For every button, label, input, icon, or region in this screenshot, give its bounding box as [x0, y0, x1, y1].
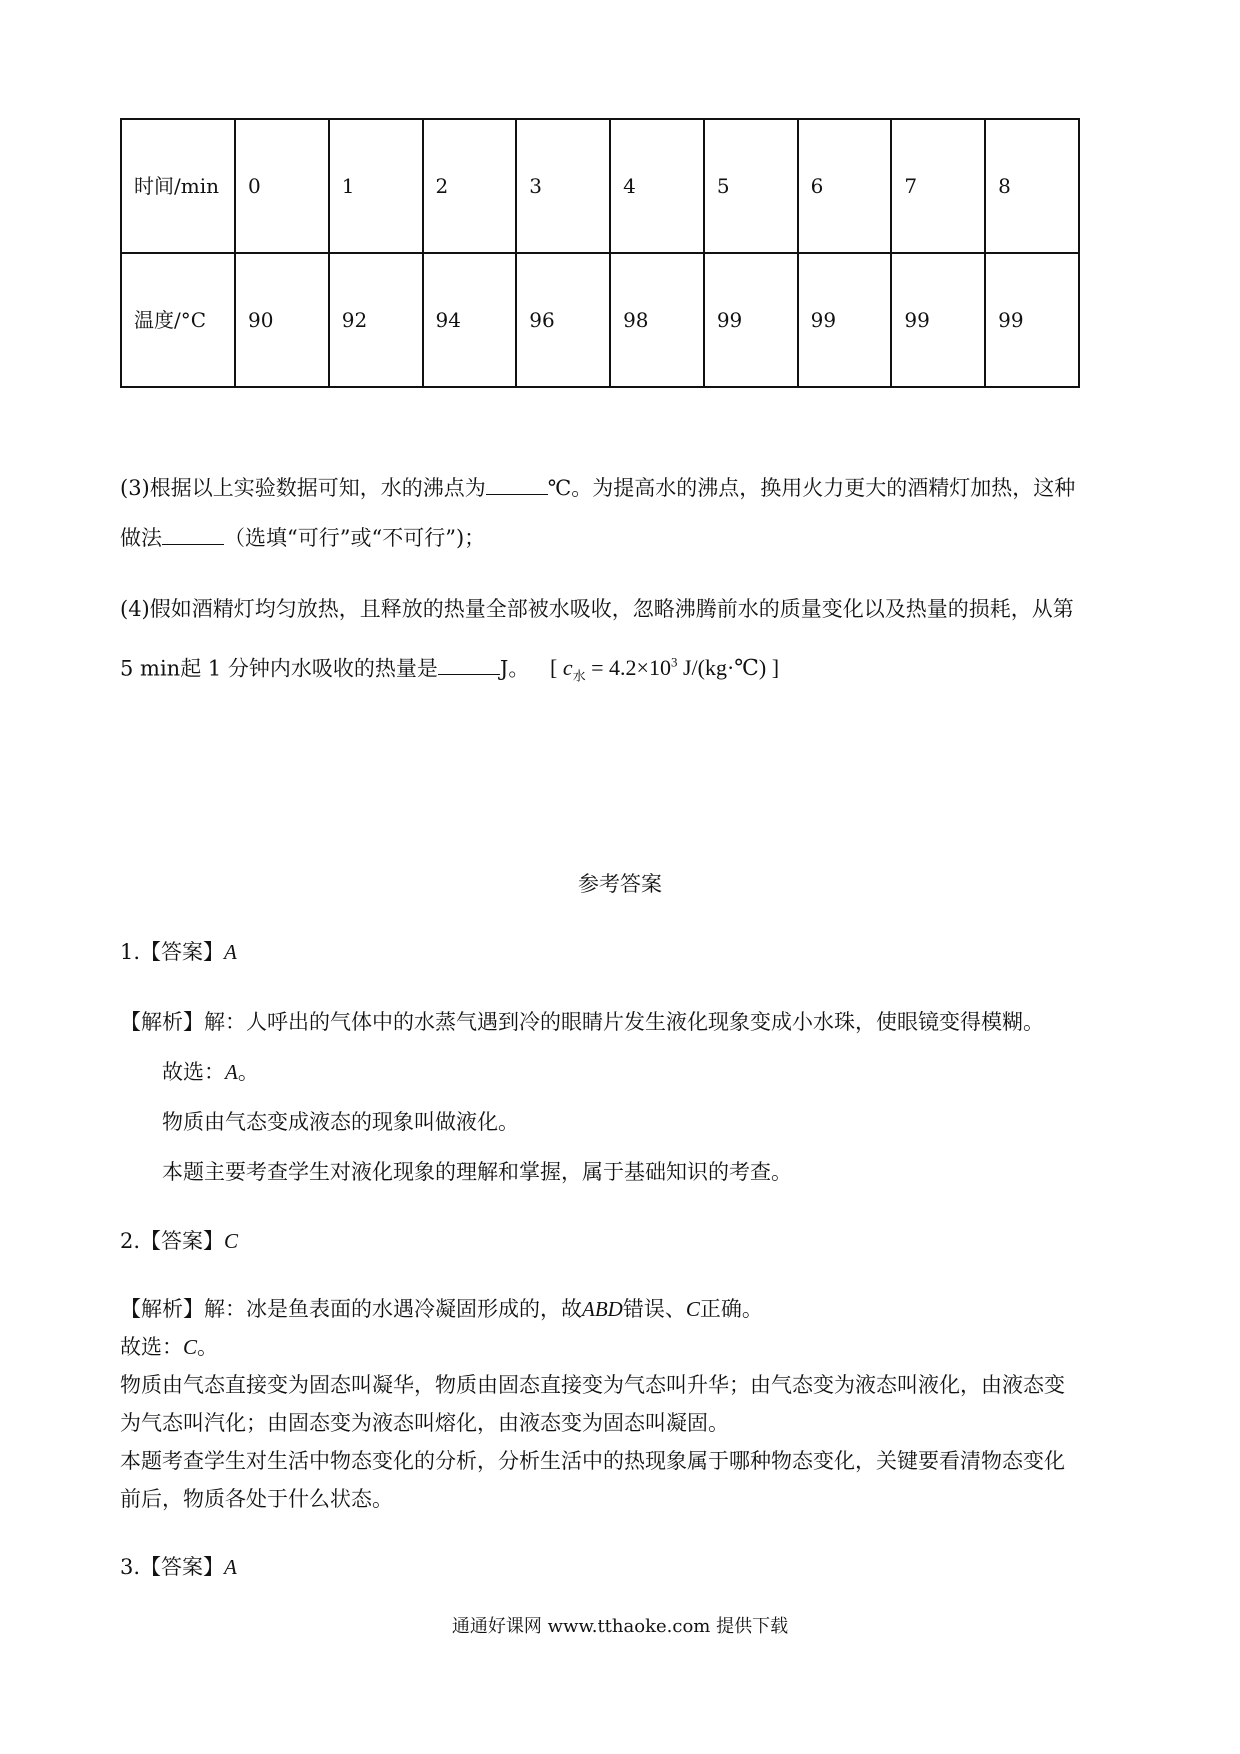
q3-text-b: ℃。为提高水的沸点，换用火力更大的酒精灯加热，这种 — [547, 476, 1076, 500]
answer-2-heading: 2.【答案】C — [120, 1229, 239, 1253]
temperature-table — [120, 118, 1080, 388]
table-cell: 8 — [985, 119, 1079, 253]
table-cell: 98 — [610, 253, 704, 387]
table-cell: 6 — [798, 119, 892, 253]
answer-2-note-3: 本题考查学生对生活中物态变化的分析，分析生活中的热现象属于哪种物态变化，关键要看清物态变化 — [120, 1449, 1065, 1473]
answer-2-note-2: 为气态叫汽化；由固态变为液态叫熔化，由液态变为固态叫凝固。 — [120, 1411, 729, 1435]
table-header-temp: 温度/°C — [121, 253, 235, 387]
table-cell: 99 — [985, 253, 1079, 387]
table-cell: 92 — [329, 253, 423, 387]
table-header-time: 时间/min — [121, 119, 235, 253]
answer-3-heading: 3.【答案】A — [120, 1555, 237, 1579]
answer-blank — [438, 656, 500, 675]
specific-heat-formula: [ $c_水 = 4.2\times 10^3$ J/(kg·℃) ] — [550, 655, 780, 684]
table-cell: 0 — [235, 119, 329, 253]
table-cell: 99 — [704, 253, 798, 387]
question-3-line-2 — [120, 523, 485, 553]
answer-2-note-4: 前后，物质各处于什么状态。 — [120, 1487, 393, 1511]
table-cell: 94 — [423, 253, 517, 387]
answer-2-note-1: 物质由气态直接变为固态叫凝华，物质由固态直接变为气态叫升华；由气态变为液态叫液化，由液态变 — [120, 1373, 1065, 1397]
table-cell: 3 — [516, 119, 610, 253]
answer-blank — [486, 476, 548, 495]
q3-text-d: （选填“可行”或“不可行”)； — [224, 526, 486, 550]
answer-2-analysis: 【解析】解：冰是鱼表面的水遇冷凝固形成的，故ABD错误、C正确。 — [120, 1297, 763, 1321]
answer-2-choice: 故选：C。 — [120, 1335, 219, 1359]
q3-text-c: 做法 — [120, 526, 162, 550]
table-cell: 99 — [891, 253, 985, 387]
question-3-line-1 — [120, 473, 1075, 503]
answers-title: 参考答案 — [578, 872, 662, 896]
table-cell: 5 — [704, 119, 798, 253]
table-cell: 96 — [516, 253, 610, 387]
table-cell: 90 — [235, 253, 329, 387]
table-cell: 99 — [798, 253, 892, 387]
answer-1-choice: 故选：A。 — [162, 1060, 259, 1084]
question-4-line-1: (4)假如酒精灯均匀放热，且释放的热量全部被水吸收，忽略沸腾前水的质量变化以及热量的损耗，从第 — [120, 597, 1074, 621]
answer-1-note-1: 物质由气态变成液态的现象叫做液化。 — [162, 1110, 519, 1134]
table-cell: 4 — [610, 119, 704, 253]
answer-1-analysis: 【解析】解：人呼出的气体中的水蒸气遇到冷的眼睛片发生液化现象变成小水珠，使眼镜变得模糊。 — [120, 1010, 1044, 1034]
table-cell: 1 — [329, 119, 423, 253]
answer-1-heading: 1.【答案】A — [120, 940, 237, 964]
page-footer: 通通好课网 www.tthaoke.com 提供下载 — [451, 1616, 789, 1637]
q3-text-a: (3)根据以上实验数据可知，水的沸点为 — [120, 476, 486, 500]
table-row-time — [121, 119, 1079, 253]
question-4-line-2 — [120, 648, 779, 692]
q4-text-b: J。 — [499, 656, 530, 681]
table-cell: 2 — [423, 119, 517, 253]
table-row-temp — [121, 253, 1079, 387]
table-cell: 7 — [891, 119, 985, 253]
answer-1-note-2: 本题主要考查学生对液化现象的理解和掌握，属于基础知识的考查。 — [162, 1160, 792, 1184]
q4-text-a: 5 min起 1 分钟内水吸收的热量是 — [120, 656, 438, 681]
answer-blank — [162, 526, 224, 545]
